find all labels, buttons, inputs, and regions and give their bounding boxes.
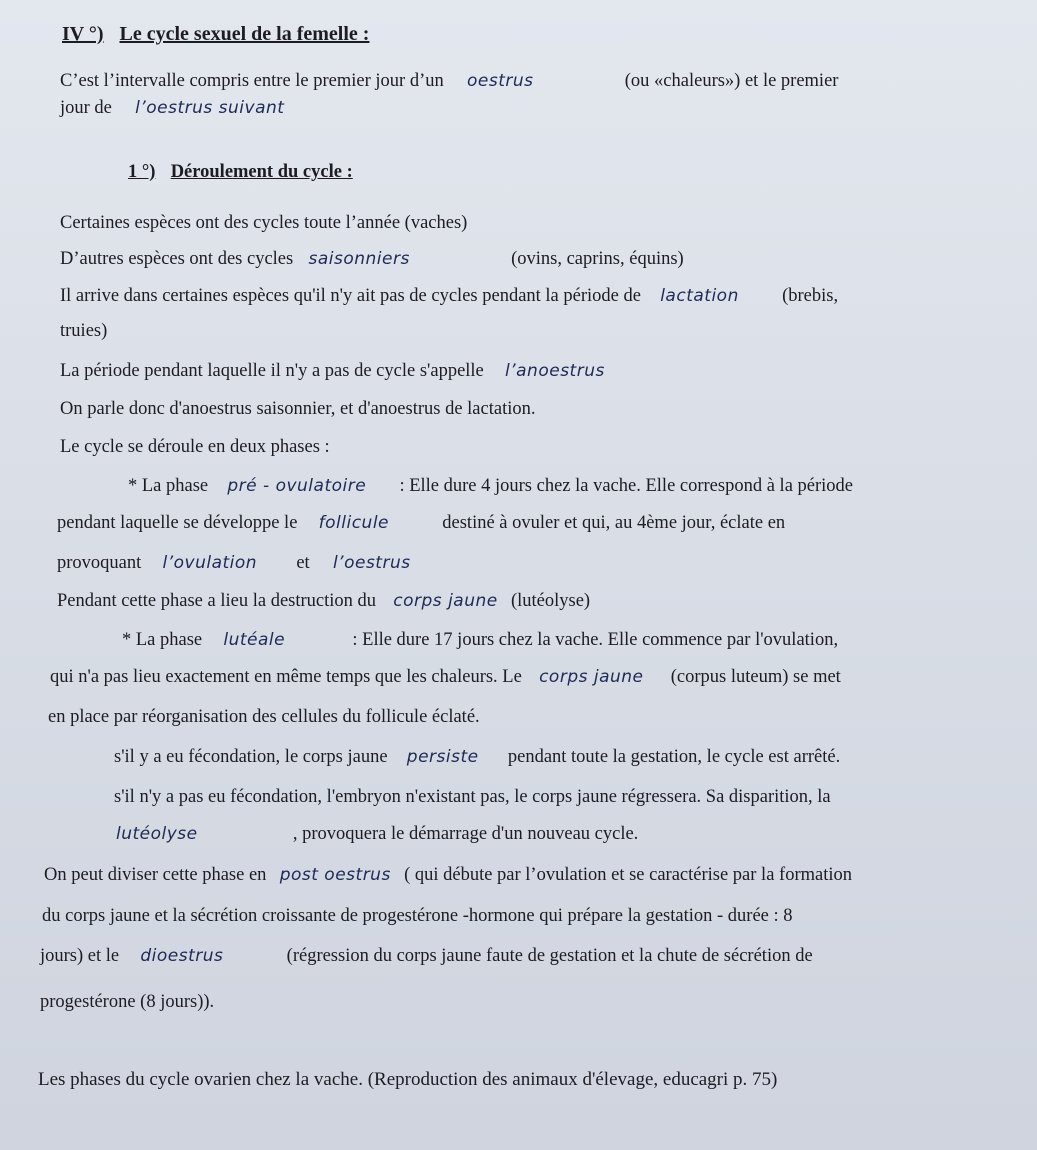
handwritten-answer: l’anoestrus bbox=[505, 361, 605, 381]
text-segment: : Elle dure 4 jours chez la vache. Elle correspond à la période bbox=[399, 476, 854, 496]
text-segment: Pendant cette phase a lieu la destruction du bbox=[57, 591, 377, 611]
text-segment: La période pendant laquelle il n'y a pas de cycle s'appelle bbox=[60, 361, 484, 381]
handwritten-answer: pré - ovulatoire bbox=[227, 476, 367, 496]
text-segment: Certaines espèces ont des cycles toute l’année (vaches) bbox=[60, 213, 468, 233]
paragraph-line bbox=[40, 990, 214, 1014]
text-segment: qui n'a pas lieu exactement en même temps que les chaleurs. Le bbox=[50, 667, 522, 687]
paragraph-line bbox=[128, 474, 853, 498]
text-segment: , provoquera le démarrage d'un nouveau cycle. bbox=[292, 824, 639, 844]
section-title: Le cycle sexuel de la femelle : bbox=[119, 23, 370, 45]
text-segment: ( qui débute par l’ovulation et se caractérise par la formation bbox=[404, 865, 852, 885]
text-segment: du corps jaune et la sécrétion croissante de progestérone -hormone qui prépare la gestation - durée : 8 bbox=[42, 906, 793, 926]
paragraph-line bbox=[60, 319, 107, 343]
subsection-heading bbox=[128, 160, 353, 184]
handwritten-answer: l’oestrus suivant bbox=[135, 98, 285, 118]
paragraph-line bbox=[50, 665, 841, 689]
paragraph-line bbox=[57, 511, 785, 535]
paragraph-line bbox=[60, 211, 467, 235]
text-segment: provoquant bbox=[57, 553, 142, 573]
text-segment: en place par réorganisation des cellules du follicule éclaté. bbox=[48, 707, 480, 727]
text-segment: jours) et le bbox=[40, 946, 120, 966]
text-segment: Le cycle se déroule en deux phases : bbox=[60, 437, 330, 457]
text-segment: destiné à ovuler et qui, au 4ème jour, éclate en bbox=[442, 513, 786, 533]
text-segment: pendant toute la gestation, le cycle est arrêté. bbox=[507, 747, 841, 767]
text-segment: (lutéolyse) bbox=[510, 591, 591, 611]
handwritten-answer: follicule bbox=[318, 513, 390, 533]
text-segment: (ovins, caprins, équins) bbox=[511, 249, 684, 269]
text-segment: D’autres espèces ont des cycles bbox=[60, 249, 294, 269]
paragraph-line bbox=[60, 284, 838, 308]
text-segment: jour de bbox=[60, 98, 112, 118]
text-segment: progestérone (8 jours)). bbox=[40, 992, 215, 1012]
handwritten-answer: lutéolyse bbox=[116, 824, 198, 844]
text-segment: (corpus luteum) se met bbox=[670, 667, 841, 687]
paragraph-line bbox=[40, 944, 813, 968]
subsection-number: 1 °) bbox=[128, 162, 156, 182]
handwritten-answer: persiste bbox=[406, 747, 479, 767]
paragraph-line bbox=[57, 551, 411, 575]
section-number: IV °) bbox=[62, 23, 104, 45]
text-segment: * La phase bbox=[122, 630, 203, 650]
text-segment: (brebis, bbox=[782, 286, 839, 306]
paragraph-line bbox=[42, 904, 793, 928]
paragraph-line bbox=[57, 589, 590, 613]
handwritten-answer: lactation bbox=[660, 286, 739, 306]
text-segment: Il arrive dans certaines espèces qu'il n'y ait pas de cycles pendant la période de bbox=[60, 286, 641, 306]
text-segment: (régression du corps jaune faute de gestation et la chute de sécrétion de bbox=[286, 946, 813, 966]
paragraph-line bbox=[60, 435, 330, 459]
handwritten-answer: oestrus bbox=[467, 71, 534, 91]
handwritten-answer: corps jaune bbox=[393, 591, 498, 611]
figure-caption bbox=[38, 1068, 777, 1092]
handwritten-answer: corps jaune bbox=[539, 667, 644, 687]
text-segment: et bbox=[296, 553, 310, 573]
paragraph-line bbox=[60, 359, 605, 383]
handwritten-answer: saisonniers bbox=[308, 249, 410, 269]
paragraph-line bbox=[114, 745, 840, 769]
text-segment: s'il n'y a pas eu fécondation, l'embryon n'existant pas, le corps jaune régressera. Sa disparition, la bbox=[114, 787, 831, 807]
text-segment: s'il y a eu fécondation, le corps jaune bbox=[114, 747, 388, 767]
text-segment: On parle donc d'anoestrus saisonnier, et d'anoestrus de lactation. bbox=[60, 399, 536, 419]
paragraph-line bbox=[48, 705, 480, 729]
caption-text: Les phases du cycle ovarien chez la vache. (Reproduction des animaux d'élevage, educagri p. 75) bbox=[38, 1069, 778, 1090]
section-heading bbox=[62, 22, 369, 46]
text-segment: pendant laquelle se développe le bbox=[57, 513, 298, 533]
handwritten-answer: l’oestrus bbox=[332, 553, 411, 573]
text-segment: : Elle dure 17 jours chez la vache. Elle commence par l'ovulation, bbox=[352, 630, 839, 650]
text-segment: truies) bbox=[60, 321, 108, 341]
handwritten-answer: lutéale bbox=[223, 630, 286, 650]
paragraph-line bbox=[122, 628, 838, 652]
paragraph-line bbox=[116, 822, 638, 846]
definition-line-2 bbox=[60, 96, 284, 120]
handwritten-answer: l’ovulation bbox=[162, 553, 258, 573]
subsection-title: Déroulement du cycle : bbox=[170, 162, 353, 182]
text-segment: * La phase bbox=[128, 476, 209, 496]
text-segment: On peut diviser cette phase en bbox=[44, 865, 267, 885]
text-segment: (ou «chaleurs») et le premier bbox=[624, 71, 839, 91]
paragraph-line bbox=[114, 785, 831, 809]
definition-line-1 bbox=[60, 69, 838, 93]
paragraph-line bbox=[60, 247, 684, 271]
handwritten-answer: dioestrus bbox=[140, 946, 224, 966]
handwritten-answer: post oestrus bbox=[279, 865, 391, 885]
text-segment: C’est l’intervalle compris entre le premier jour d’un bbox=[60, 71, 444, 91]
paragraph-line bbox=[44, 863, 852, 887]
paragraph-line bbox=[60, 397, 535, 421]
